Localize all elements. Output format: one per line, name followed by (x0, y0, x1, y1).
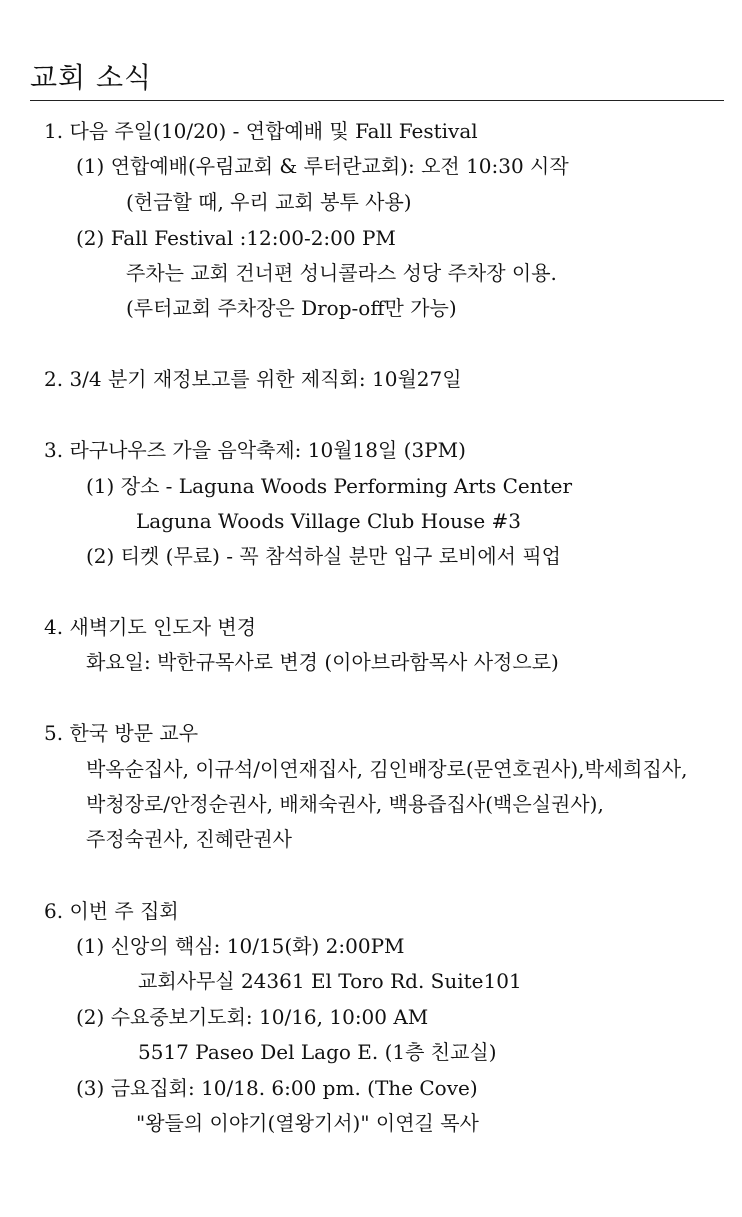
item-6-sub-1-note: 교회사무실 24361 El Toro Rd. Suite101 (138, 969, 522, 993)
item-1-sub-1: (1) 연합예배(우림교회 & 루터란교회): 오전 10:30 시작 (76, 154, 569, 178)
page-title: 교회 소식 (30, 61, 153, 94)
item-6-sub-2: (2) 수요중보기도회: 10/16, 10:00 AM (76, 1005, 429, 1029)
item-4-title: 4. 새벽기도 인도자 변경 (44, 615, 257, 639)
item-6-title: 6. 이번 주 집회 (44, 899, 179, 923)
item-5-line-1: 박옥순집사, 이규석/이연재집사, 김인배장로(문연호권사),박세희집사, (86, 757, 688, 781)
item-1-sub-2: (2) Fall Festival :12:00-2:00 PM (76, 226, 396, 250)
item-1-sub-2-note-1: 주차는 교회 건너편 성니콜라스 성당 주차장 이용. (126, 261, 557, 285)
item-3-sub-1: (1) 장소 - Laguna Woods Performing Arts Center (86, 474, 573, 498)
item-1-title: 1. 다음 주일(10/20) - 연합예배 및 Fall Festival (44, 119, 478, 143)
item-6-sub-3-note: "왕들의 이야기(열왕기서)" 이연길 목사 (136, 1111, 479, 1135)
item-5-line-2: 박청장로/안정순권사, 배채숙권사, 백용즙집사(백은실권사), (86, 792, 604, 816)
item-6-sub-2-note: 5517 Paseo Del Lago E. (1층 친교실) (138, 1040, 497, 1064)
item-3-title: 3. 라구나우즈 가을 음악축제: 10월18일 (3PM) (44, 438, 466, 462)
item-5-line-3: 주정숙권사, 진혜란권사 (86, 827, 292, 851)
item-3-sub-1-note: Laguna Woods Village Club House #3 (136, 509, 521, 533)
item-1-sub-2-note-2: (루터교회 주차장은 Drop-off만 가능) (126, 296, 457, 320)
title-divider (30, 100, 724, 101)
item-6-sub-3: (3) 금요집회: 10/18. 6:00 pm. (The Cove) (76, 1076, 478, 1100)
item-3-sub-2: (2) 티켓 (무료) - 꼭 참석하실 분만 입구 로비에서 픽업 (86, 544, 561, 568)
item-2-title: 2. 3/4 분기 재정보고를 위한 제직회: 10월27일 (44, 367, 462, 391)
item-4-detail: 화요일: 박한규목사로 변경 (이아브라함목사 사정으로) (86, 650, 559, 674)
item-5-title: 5. 한국 방문 교우 (44, 721, 199, 745)
item-1-sub-1-note: (헌금할 때, 우리 교회 봉투 사용) (126, 190, 412, 214)
item-6-sub-1: (1) 신앙의 핵심: 10/15(화) 2:00PM (76, 934, 405, 958)
